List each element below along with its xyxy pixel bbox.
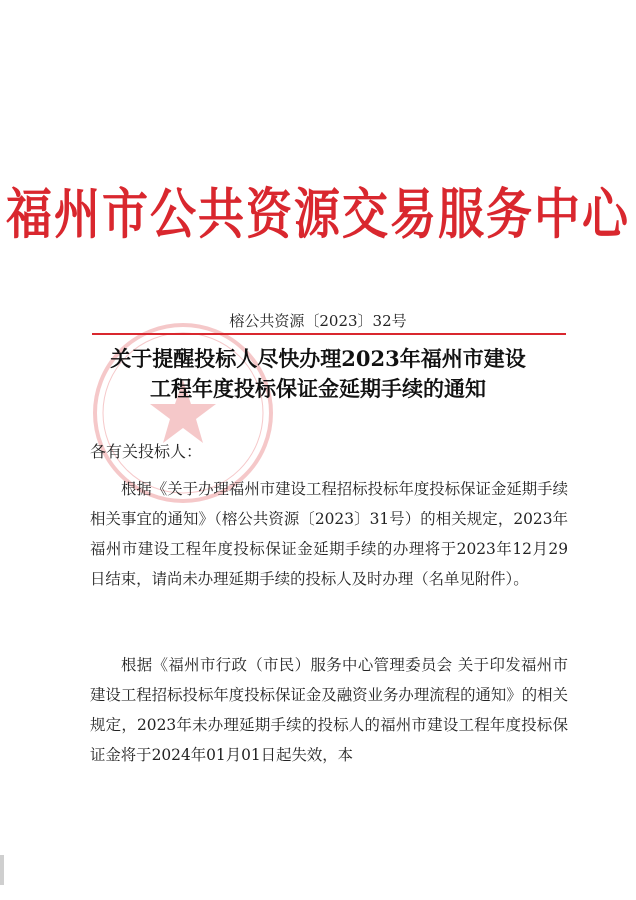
red-divider-line bbox=[92, 333, 566, 335]
scan-margin-mark bbox=[0, 855, 4, 885]
salutation: 各有关投标人： bbox=[90, 442, 203, 461]
document-title bbox=[60, 344, 576, 404]
document-number: 榕公共资源〔2023〕32号 bbox=[229, 312, 407, 330]
body-paragraph-2: 根据《福州市行政（市民）服务中心管理委员会 关于印发福州市建设工程招标投标年度投标保证金及融资业务办理流程的通知》的相关规定，2023年未办理延期手续的投标人的福州市建设工程年度投标保证金将于2024年01月01日起失效，本 bbox=[90, 656, 568, 764]
document-title-line-1: 关于提醒投标人尽快办理2023年福州市建设 bbox=[110, 346, 526, 371]
body-paragraph-1: 根据《关于办理福州市建设工程招标投标年度投标保证金延期手续相关事宜的通知》（榕公共资源〔2023〕31号）的相关规定，2023年福州市建设工程年度投标保证金延期手续的办理将于2023年12月29日结束，请尚未办理延期手续的投标人及时办理（名单见附件）。 bbox=[90, 480, 568, 588]
issuing-organization-header: 福州市公共资源交易服务中心 bbox=[6, 182, 630, 246]
document-title-line-2: 工程年度投标保证金延期手续的通知 bbox=[150, 376, 486, 401]
